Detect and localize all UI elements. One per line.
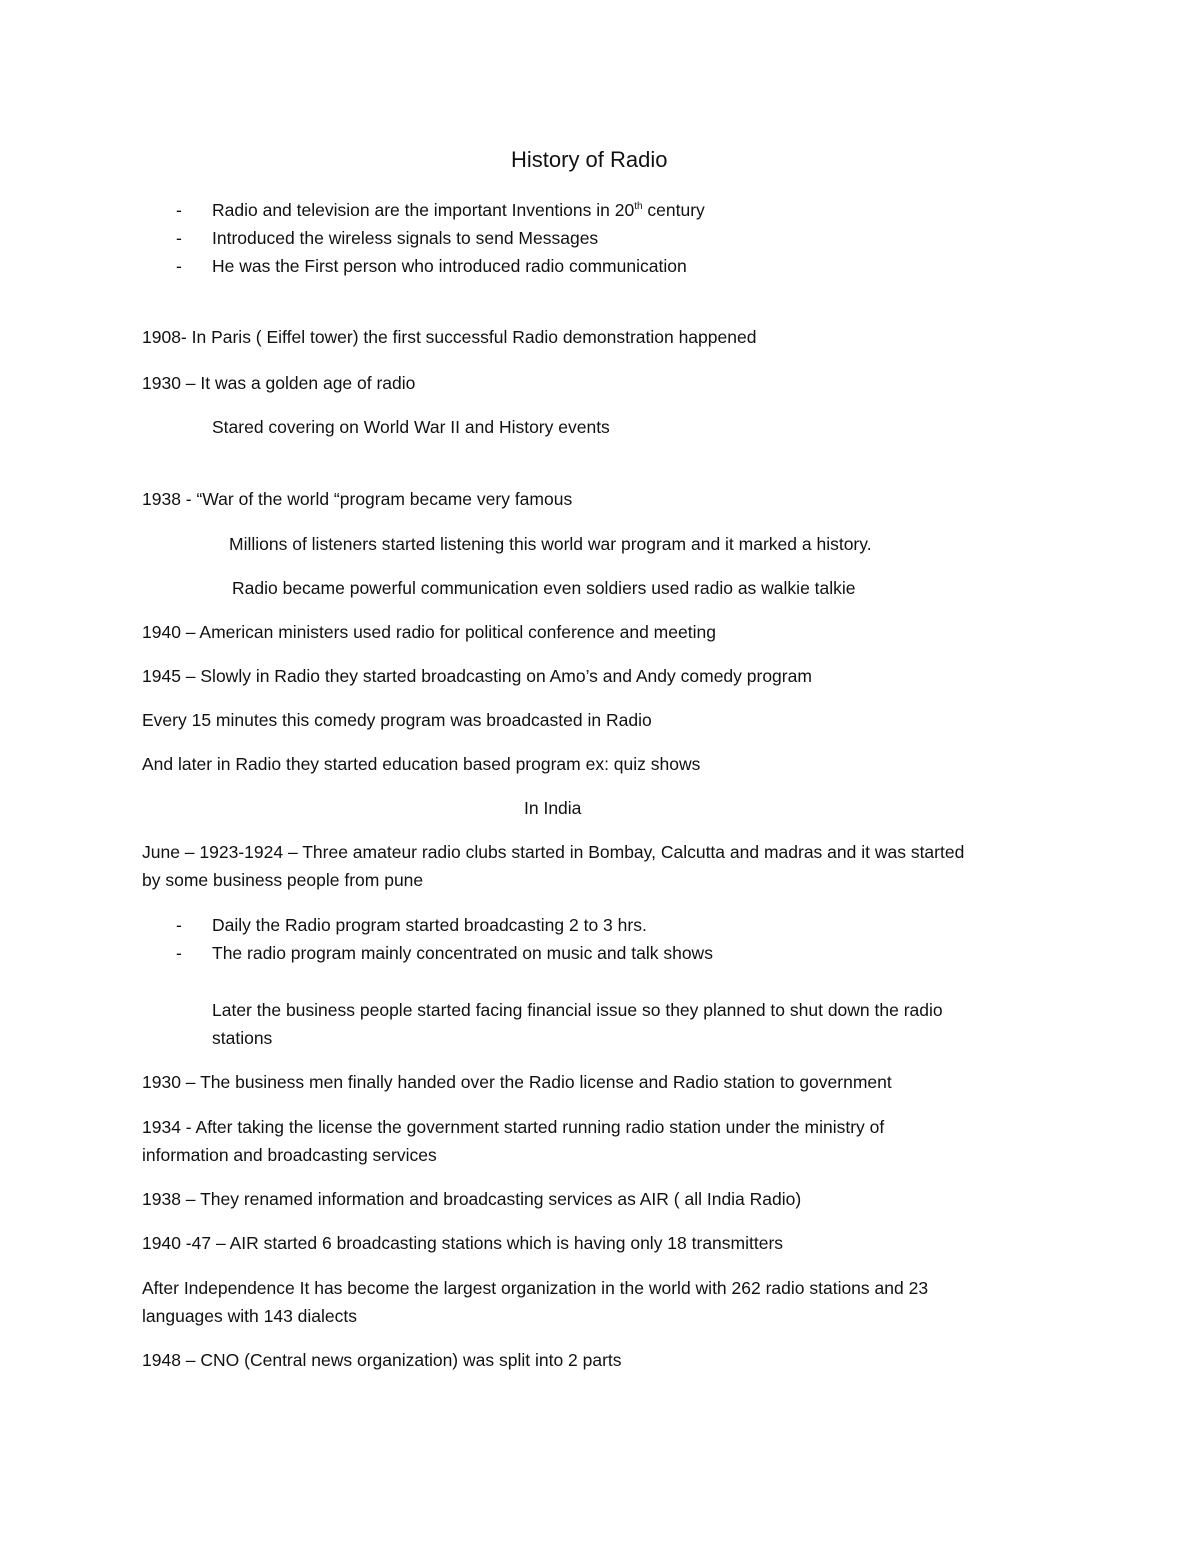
timeline-1938-detail-1: Millions of listeners started listening this world war program and it marked a history.: [229, 534, 872, 554]
india-june-line-1: June – 1923-1924 – Three amateur radio clubs started in Bombay, Calcutta and madras and it was started: [142, 842, 965, 862]
bullet-marker: -: [176, 943, 182, 963]
india-1930: 1930 – The business men finally handed over the Radio license and Radio station to government: [142, 1072, 892, 1092]
timeline-1945: 1945 – Slowly in Radio they started broadcasting on Amo’s and Andy comedy program: [142, 666, 812, 686]
timeline-1938-detail-2: Radio became powerful communication even soldiers used radio as walkie talkie: [232, 578, 856, 598]
intro-bullet-1: Radio and television are the important Inventions in 20th century: [212, 200, 705, 220]
timeline-1930-detail: Stared covering on World War II and History events: [212, 417, 610, 437]
page-title: History of Radio: [511, 147, 668, 172]
timeline-1940: 1940 – American ministers used radio for political conference and meeting: [142, 622, 716, 642]
paragraph-every-15: Every 15 minutes this comedy program was broadcasted in Radio: [142, 710, 652, 730]
superscript: th: [634, 201, 643, 213]
intro-bullet-2: Introduced the wireless signals to send Messages: [212, 228, 599, 248]
india-1938: 1938 – They renamed information and broadcasting services as AIR ( all India Radio): [142, 1189, 802, 1209]
india-1934-line-1: 1934 - After taking the license the government started running radio station under the ministry of: [142, 1117, 885, 1137]
india-1948: 1948 – CNO (Central news organization) was split into 2 parts: [142, 1350, 622, 1370]
india-june-line-2: by some business people from pune: [142, 870, 424, 890]
bullet-marker: -: [176, 200, 182, 220]
india-later-line-2: stations: [212, 1028, 273, 1048]
timeline-1938: 1938 - “War of the world “program became very famous: [142, 489, 573, 509]
timeline-1930: 1930 – It was a golden age of radio: [142, 373, 416, 393]
india-bullet-2: The radio program mainly concentrated on music and talk shows: [212, 943, 713, 963]
india-after-independence-2: languages with 143 dialects: [142, 1306, 358, 1326]
india-later-line-1: Later the business people started facing financial issue so they planned to shut down the radio: [212, 1000, 943, 1020]
timeline-1908: 1908- In Paris ( Eiffel tower) the first successful Radio demonstration happened: [142, 327, 757, 347]
section-heading-india: In India: [524, 798, 582, 818]
bullet-marker: -: [176, 228, 182, 248]
india-after-independence-1: After Independence It has become the largest organization in the world with 262 radio stations and 23: [142, 1278, 929, 1298]
intro-bullet-3: He was the First person who introduced radio communication: [212, 256, 687, 276]
bullet-marker: -: [176, 915, 182, 935]
bullet-marker: -: [176, 256, 182, 276]
india-bullet-1: Daily the Radio program started broadcasting 2 to 3 hrs.: [212, 915, 647, 935]
india-1940-47: 1940 -47 – AIR started 6 broadcasting stations which is having only 18 transmitters: [142, 1233, 784, 1253]
india-1934-line-2: information and broadcasting services: [142, 1145, 437, 1165]
paragraph-later: And later in Radio they started education based program ex: quiz shows: [142, 754, 701, 774]
